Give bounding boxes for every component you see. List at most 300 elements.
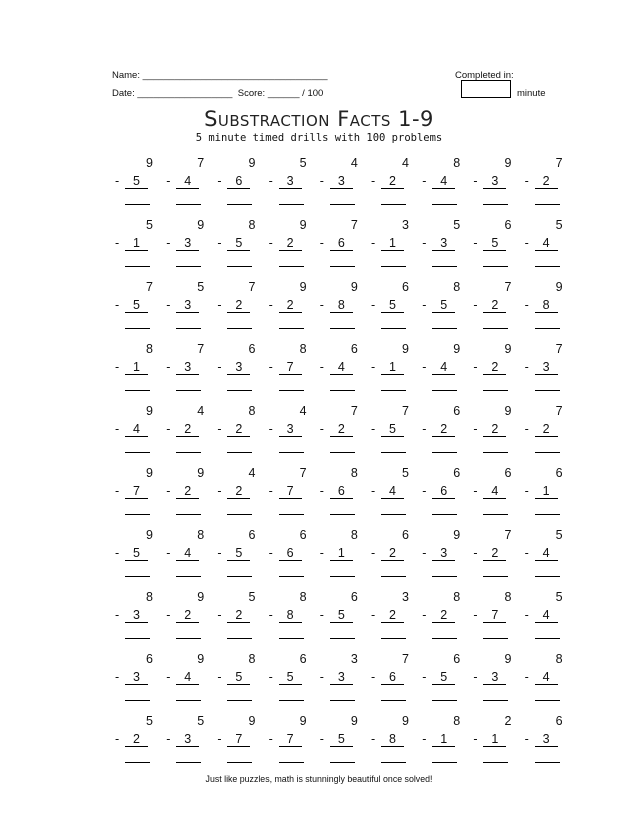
- subtraction-problem: [214, 402, 264, 462]
- subtraction-problem: [419, 278, 469, 338]
- subtrahend: 2: [483, 360, 506, 375]
- minus-sign: -: [371, 236, 376, 250]
- minus-sign: -: [268, 670, 273, 684]
- answer-line[interactable]: [381, 390, 406, 391]
- subtrahend: 3: [535, 732, 558, 747]
- answer-line[interactable]: [432, 700, 457, 701]
- subtrahend: 2: [483, 422, 506, 437]
- subtrahend: 4: [483, 484, 506, 499]
- subtrahend: 3: [279, 422, 302, 437]
- answer-line[interactable]: [330, 452, 355, 453]
- worksheet-title: Substraction Facts 1-9: [204, 107, 434, 131]
- answer-line[interactable]: [535, 328, 560, 329]
- answer-line[interactable]: [483, 204, 508, 205]
- answer-line[interactable]: [483, 576, 508, 577]
- minus-sign: -: [473, 298, 478, 312]
- subtraction-problem: [266, 402, 316, 462]
- subtrahend: 1: [432, 732, 455, 747]
- minus-sign: -: [319, 484, 324, 498]
- answer-line[interactable]: [381, 576, 406, 577]
- minuend: 7: [555, 342, 563, 356]
- minus-sign: -: [217, 174, 222, 188]
- subtraction-problem: [470, 154, 520, 214]
- subtrahend: 3: [227, 360, 250, 375]
- answer-line[interactable]: [279, 266, 304, 267]
- answer-line[interactable]: [279, 452, 304, 453]
- answer-line[interactable]: [381, 204, 406, 205]
- subtrahend: 7: [483, 608, 506, 623]
- subtrahend: 2: [125, 732, 148, 747]
- subtraction-problem: [112, 216, 162, 276]
- subtraction-problem: [112, 650, 162, 710]
- answer-line[interactable]: [432, 638, 457, 639]
- answer-line[interactable]: [227, 452, 252, 453]
- subtraction-problem: [266, 588, 316, 648]
- minus-sign: -: [166, 732, 171, 746]
- subtraction-problem: [266, 340, 316, 400]
- answer-line[interactable]: [330, 266, 355, 267]
- minuend: 6: [350, 342, 358, 356]
- minus-sign: -: [319, 298, 324, 312]
- problem-row: [112, 278, 572, 340]
- subtrahend: 5: [330, 608, 353, 623]
- answer-line[interactable]: [432, 762, 457, 763]
- subtrahend: 2: [176, 608, 199, 623]
- subtraction-problem: [163, 402, 213, 462]
- answer-line[interactable]: [535, 452, 560, 453]
- minuend: 6: [350, 590, 358, 604]
- answer-line[interactable]: [432, 328, 457, 329]
- answer-line[interactable]: [227, 700, 252, 701]
- subtrahend: 6: [330, 236, 353, 251]
- subtraction-problem: [163, 278, 213, 338]
- minus-sign: -: [115, 546, 120, 560]
- answer-line[interactable]: [125, 700, 150, 701]
- worksheet-subtitle: 5 minute timed drills with 100 problems: [195, 132, 443, 144]
- subtraction-problem: [214, 712, 264, 772]
- answer-line[interactable]: [483, 514, 508, 515]
- subtrahend: 4: [535, 236, 558, 251]
- minus-sign: -: [473, 670, 478, 684]
- subtrahend: 3: [125, 670, 148, 685]
- subtraction-problem: [214, 340, 264, 400]
- subtraction-problem: [368, 216, 418, 276]
- answer-line[interactable]: [279, 762, 304, 763]
- answer-line[interactable]: [381, 638, 406, 639]
- answer-line[interactable]: [432, 514, 457, 515]
- subtraction-problem: [112, 402, 162, 462]
- answer-line[interactable]: [125, 204, 150, 205]
- subtraction-problem: [214, 526, 264, 586]
- minuend: 4: [350, 156, 358, 170]
- minuend: 7: [555, 404, 563, 418]
- subtrahend: 2: [432, 608, 455, 623]
- subtrahend: 5: [381, 422, 404, 437]
- answer-line[interactable]: [432, 390, 457, 391]
- answer-line[interactable]: [535, 204, 560, 205]
- subtrahend: 5: [432, 670, 455, 685]
- answer-line[interactable]: [227, 576, 252, 577]
- minus-sign: -: [524, 298, 529, 312]
- subtraction-problem: [317, 588, 367, 648]
- answer-line[interactable]: [176, 576, 201, 577]
- subtraction-problem: [522, 216, 572, 276]
- answer-line[interactable]: [330, 390, 355, 391]
- subtrahend: 8: [330, 298, 353, 313]
- minuend: 7: [504, 528, 512, 542]
- answer-line[interactable]: [330, 700, 355, 701]
- minuend: 9: [350, 714, 358, 728]
- minus-sign: -: [115, 608, 120, 622]
- subtrahend: 5: [125, 174, 148, 189]
- minuend: 5: [555, 218, 563, 232]
- answer-line[interactable]: [535, 576, 560, 577]
- minuend: 9: [504, 404, 512, 418]
- answer-line[interactable]: [176, 700, 201, 701]
- answer-line[interactable]: [125, 328, 150, 329]
- subtrahend: 3: [535, 360, 558, 375]
- minus-sign: -: [371, 484, 376, 498]
- subtraction-problem: [112, 464, 162, 524]
- minuend: 7: [402, 652, 409, 666]
- answer-line[interactable]: [381, 452, 406, 453]
- subtraction-problem: [419, 340, 469, 400]
- answer-line[interactable]: [176, 204, 201, 205]
- answer-line[interactable]: [125, 266, 150, 267]
- answer-line[interactable]: [279, 390, 304, 391]
- minus-sign: -: [473, 236, 478, 250]
- minus-sign: -: [524, 546, 529, 560]
- subtrahend: 3: [279, 174, 302, 189]
- answer-line[interactable]: [483, 328, 508, 329]
- subtrahend: 2: [483, 546, 506, 561]
- subtraction-problem: [214, 154, 264, 214]
- minus-sign: -: [524, 236, 529, 250]
- answer-line[interactable]: [176, 452, 201, 453]
- subtraction-problem: [522, 712, 572, 772]
- minuend: 9: [197, 590, 205, 604]
- answer-line[interactable]: [279, 700, 304, 701]
- minus-sign: -: [422, 732, 427, 746]
- minuend: 7: [299, 466, 307, 480]
- answer-line[interactable]: [483, 266, 508, 267]
- answer-line[interactable]: [432, 452, 457, 453]
- subtrahend: 4: [535, 608, 558, 623]
- subtrahend: 2: [227, 608, 250, 623]
- minus-sign: -: [422, 236, 427, 250]
- minus-sign: -: [473, 360, 478, 374]
- minuend: 9: [248, 156, 256, 170]
- subtraction-problem: [522, 464, 572, 524]
- name-field[interactable]: Name: ___________________________________: [112, 70, 328, 81]
- subtraction-problem: [317, 526, 367, 586]
- subtrahend: 3: [176, 236, 199, 251]
- answer-line[interactable]: [279, 638, 304, 639]
- subtrahend: 1: [381, 360, 404, 375]
- minus-sign: -: [166, 484, 171, 498]
- minus-sign: -: [319, 174, 324, 188]
- subtraction-problem: [112, 278, 162, 338]
- subtraction-problem: [470, 464, 520, 524]
- subtrahend: 5: [330, 732, 353, 747]
- subtraction-problem: [368, 154, 418, 214]
- subtrahend: 6: [381, 670, 404, 685]
- answer-line[interactable]: [330, 204, 355, 205]
- subtraction-problem: [368, 340, 418, 400]
- subtrahend: 3: [176, 360, 199, 375]
- answer-line[interactable]: [176, 266, 201, 267]
- answer-line[interactable]: [227, 514, 252, 515]
- minuend: 5: [248, 590, 256, 604]
- subtrahend: 3: [176, 732, 199, 747]
- answer-line[interactable]: [227, 390, 252, 391]
- subtraction-problem: [368, 464, 418, 524]
- subtrahend: 8: [381, 732, 404, 747]
- answer-line[interactable]: [330, 328, 355, 329]
- answer-line[interactable]: [432, 204, 457, 205]
- subtrahend: 5: [279, 670, 302, 685]
- answer-line[interactable]: [125, 452, 150, 453]
- minuend: 2: [504, 714, 512, 728]
- answer-line[interactable]: [330, 514, 355, 515]
- minus-sign: -: [524, 608, 529, 622]
- minuend: 8: [248, 218, 256, 232]
- minuend: 5: [197, 714, 205, 728]
- answer-line[interactable]: [176, 762, 201, 763]
- answer-line[interactable]: [483, 700, 508, 701]
- subtrahend: 5: [432, 298, 455, 313]
- problem-row: [112, 340, 572, 402]
- subtraction-problem: [112, 712, 162, 772]
- subtraction-problem: [112, 526, 162, 586]
- minuend: 6: [453, 404, 461, 418]
- subtrahend: 6: [279, 546, 302, 561]
- answer-line[interactable]: [535, 390, 560, 391]
- subtrahend: 1: [330, 546, 353, 561]
- subtraction-problem: [368, 650, 418, 710]
- answer-line[interactable]: [381, 514, 406, 515]
- minuend: 3: [402, 218, 409, 232]
- answer-line[interactable]: [381, 266, 406, 267]
- minuend: 5: [555, 528, 563, 542]
- subtraction-problem: [470, 712, 520, 772]
- answer-line[interactable]: [432, 576, 457, 577]
- minuend: 8: [453, 156, 461, 170]
- subtrahend: 6: [227, 174, 250, 189]
- answer-line[interactable]: [432, 266, 457, 267]
- minuend: 8: [248, 404, 256, 418]
- subtraction-problem: [266, 650, 316, 710]
- minus-sign: -: [166, 670, 171, 684]
- answer-line[interactable]: [330, 762, 355, 763]
- subtrahend: 2: [176, 484, 199, 499]
- completed-time-box[interactable]: [461, 80, 511, 98]
- date-score-fields[interactable]: Date: __________________ Score: ______ / 100: [112, 88, 324, 99]
- answer-line[interactable]: [483, 390, 508, 391]
- minus-sign: -: [473, 484, 478, 498]
- answer-line[interactable]: [176, 514, 201, 515]
- answer-line[interactable]: [176, 390, 201, 391]
- minuend: 6: [453, 652, 461, 666]
- answer-line[interactable]: [535, 638, 560, 639]
- answer-line[interactable]: [535, 514, 560, 515]
- minus-sign: -: [268, 236, 273, 250]
- answer-line[interactable]: [227, 204, 252, 205]
- minus-sign: -: [473, 546, 478, 560]
- minus-sign: -: [473, 732, 478, 746]
- subtraction-problem: [470, 216, 520, 276]
- answer-line[interactable]: [125, 514, 150, 515]
- minus-sign: -: [217, 670, 222, 684]
- problem-row: [112, 464, 572, 526]
- minus-sign: -: [115, 422, 120, 436]
- subtraction-problem: [214, 278, 264, 338]
- minuend: 6: [402, 528, 409, 542]
- answer-line[interactable]: [227, 638, 252, 639]
- problem-row: [112, 154, 572, 216]
- minus-sign: -: [268, 174, 273, 188]
- minuend: 9: [299, 280, 307, 294]
- subtrahend: 7: [279, 360, 302, 375]
- answer-line[interactable]: [176, 638, 201, 639]
- answer-line[interactable]: [279, 204, 304, 205]
- subtraction-problem: [419, 650, 469, 710]
- subtrahend: 4: [381, 484, 404, 499]
- answer-line[interactable]: [125, 762, 150, 763]
- minus-sign: -: [422, 298, 427, 312]
- minuend: 9: [453, 342, 461, 356]
- subtrahend: 8: [535, 298, 558, 313]
- subtraction-problem: [163, 588, 213, 648]
- subtraction-problem: [317, 340, 367, 400]
- answer-line[interactable]: [483, 762, 508, 763]
- minus-sign: -: [115, 174, 120, 188]
- subtraction-problem: [112, 154, 162, 214]
- minus-sign: -: [319, 360, 324, 374]
- minus-sign: -: [217, 236, 222, 250]
- subtraction-problem: [317, 216, 367, 276]
- minuend: 6: [299, 652, 307, 666]
- minuend: 4: [299, 404, 307, 418]
- answer-line[interactable]: [381, 328, 406, 329]
- answer-line[interactable]: [125, 390, 150, 391]
- minus-sign: -: [319, 422, 324, 436]
- subtrahend: 3: [432, 236, 455, 251]
- subtraction-problem: [470, 650, 520, 710]
- answer-line[interactable]: [330, 638, 355, 639]
- answer-line[interactable]: [279, 514, 304, 515]
- subtraction-problem: [266, 526, 316, 586]
- subtrahend: 3: [125, 608, 148, 623]
- answer-line[interactable]: [535, 762, 560, 763]
- minus-sign: -: [422, 546, 427, 560]
- minuend: 9: [504, 156, 512, 170]
- subtraction-problem: [266, 278, 316, 338]
- answer-line[interactable]: [330, 576, 355, 577]
- minuend: 5: [299, 156, 307, 170]
- problem-row: [112, 650, 572, 712]
- answer-line[interactable]: [227, 762, 252, 763]
- answer-line[interactable]: [483, 638, 508, 639]
- minus-sign: -: [319, 670, 324, 684]
- minuend: 4: [402, 156, 409, 170]
- answer-line[interactable]: [176, 328, 201, 329]
- subtrahend: 2: [227, 422, 250, 437]
- minuend: 7: [504, 280, 512, 294]
- minuend: 9: [555, 280, 563, 294]
- subtraction-problem: [522, 588, 572, 648]
- minuend: 6: [248, 342, 256, 356]
- subtrahend: 2: [381, 546, 404, 561]
- minuend: 4: [248, 466, 256, 480]
- minus-sign: -: [524, 670, 529, 684]
- minuend: 5: [146, 218, 153, 232]
- minuend: 5: [453, 218, 461, 232]
- minus-sign: -: [422, 360, 427, 374]
- answer-line[interactable]: [279, 328, 304, 329]
- minus-sign: -: [268, 484, 273, 498]
- minuend: 5: [197, 280, 205, 294]
- subtrahend: 5: [125, 298, 148, 313]
- subtrahend: 6: [330, 484, 353, 499]
- subtrahend: 4: [535, 546, 558, 561]
- answer-line[interactable]: [535, 266, 560, 267]
- minuend: 9: [453, 528, 461, 542]
- answer-line[interactable]: [125, 576, 150, 577]
- minus-sign: -: [217, 732, 222, 746]
- subtraction-problem: [368, 526, 418, 586]
- subtraction-problem: [112, 340, 162, 400]
- subtraction-problem: [266, 464, 316, 524]
- subtrahend: 7: [125, 484, 148, 499]
- minuend: 5: [146, 714, 153, 728]
- minuend: 9: [197, 652, 205, 666]
- minus-sign: -: [422, 422, 427, 436]
- minus-sign: -: [473, 608, 478, 622]
- subtrahend: 2: [279, 236, 302, 251]
- minuend: 8: [146, 342, 153, 356]
- answer-line[interactable]: [381, 762, 406, 763]
- minuend: 5: [555, 590, 563, 604]
- answer-line[interactable]: [483, 452, 508, 453]
- answer-line[interactable]: [535, 700, 560, 701]
- minus-sign: -: [371, 360, 376, 374]
- subtrahend: 2: [227, 298, 250, 313]
- answer-line[interactable]: [227, 328, 252, 329]
- minus-sign: -: [524, 360, 529, 374]
- problem-row: [112, 216, 572, 278]
- subtraction-problem: [163, 154, 213, 214]
- minuend: 8: [453, 280, 461, 294]
- minuend: 9: [350, 280, 358, 294]
- subtrahend: 4: [176, 174, 199, 189]
- minuend: 7: [146, 280, 153, 294]
- subtraction-problem: [522, 154, 572, 214]
- problem-row: [112, 402, 572, 464]
- subtraction-problem: [419, 154, 469, 214]
- subtraction-problem: [266, 216, 316, 276]
- answer-line[interactable]: [279, 576, 304, 577]
- minus-sign: -: [422, 608, 427, 622]
- subtrahend: 4: [432, 174, 455, 189]
- answer-line[interactable]: [381, 700, 406, 701]
- minus-sign: -: [115, 298, 120, 312]
- minuend: 8: [146, 590, 153, 604]
- answer-line[interactable]: [125, 638, 150, 639]
- subtraction-problem: [470, 526, 520, 586]
- answer-line[interactable]: [227, 266, 252, 267]
- minus-sign: -: [268, 546, 273, 560]
